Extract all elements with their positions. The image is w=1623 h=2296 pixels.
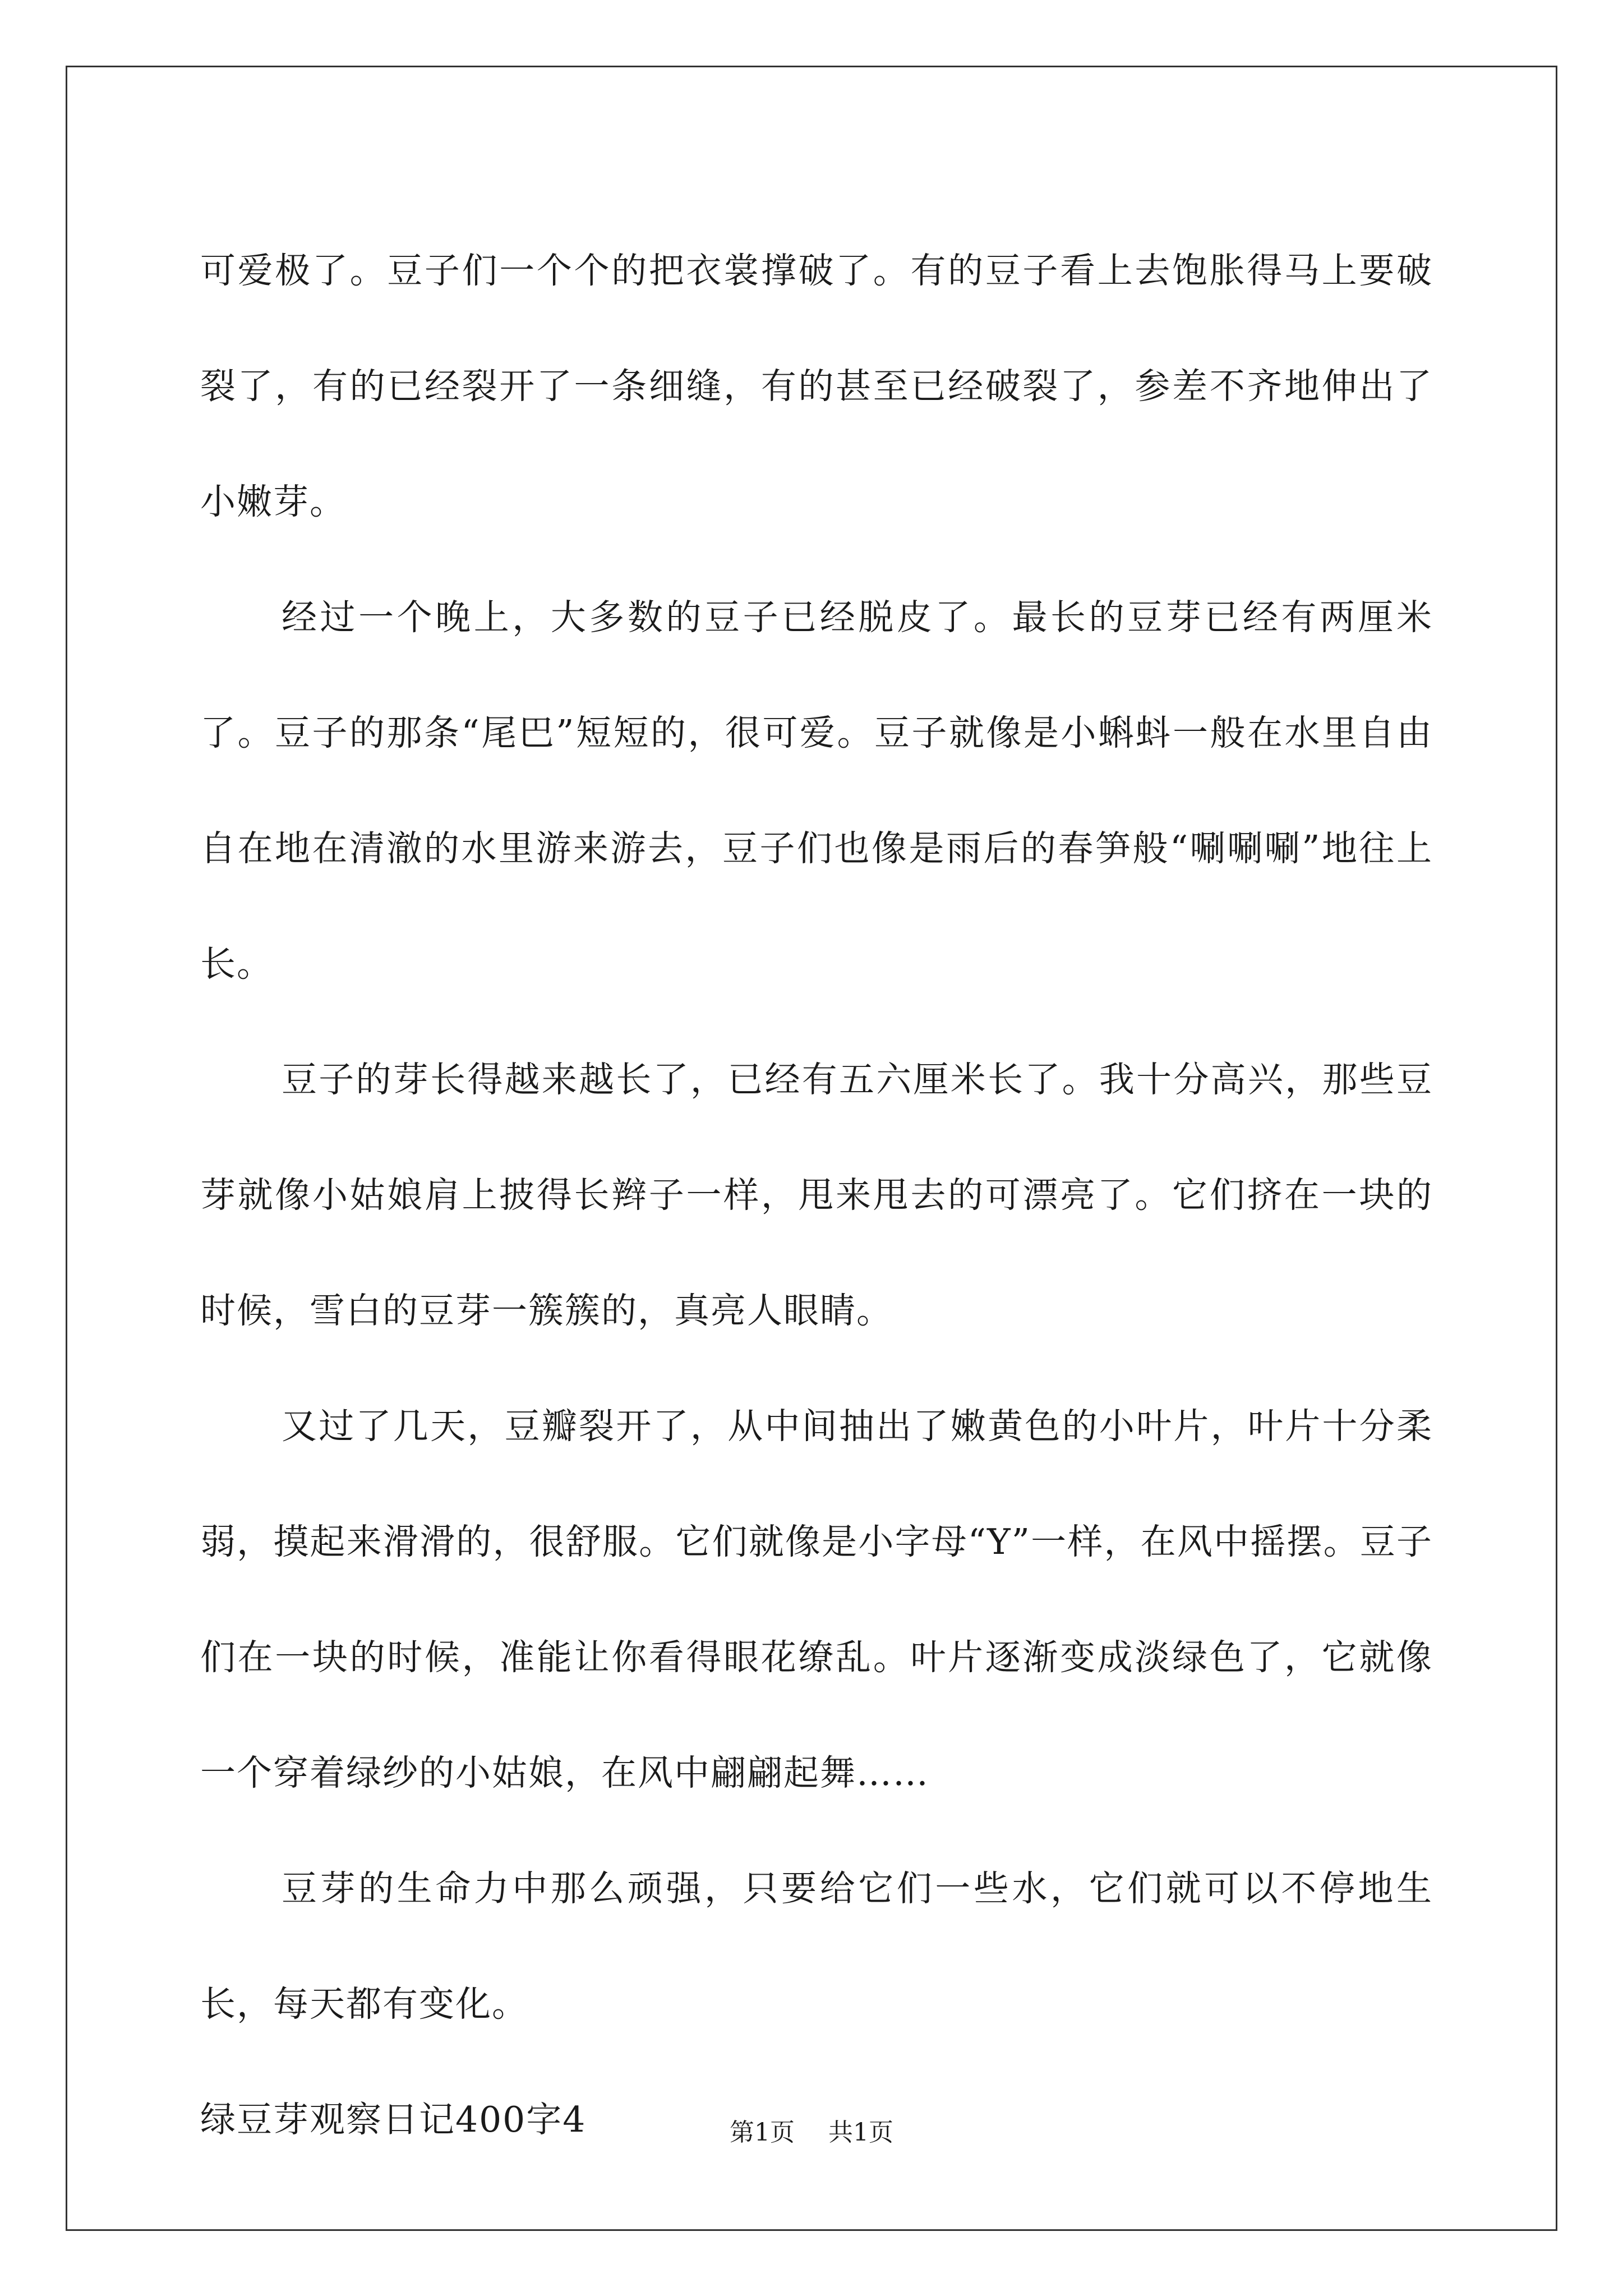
page-number-current: 第1页	[730, 2118, 795, 2147]
paragraph-4: 又过了几天，豆瓣裂开了，从中间抽出了嫩黄色的小叶片，叶片十分柔弱，摸起来滑滑的，很舒服。它们就像是小字母“Y”一样，在风中摇摆。豆子们在一块的时候，准能让你看得眼花缭乱。叶片逐渐变成淡绿色了，它就像一个穿着绿纱的小姑娘，在风中翩翩起舞……	[200, 1406, 1433, 1793]
paragraph-1: 可爱极了。豆子们一个个的把衣裳撑破了。有的豆子看上去饱胀得马上要破裂了，有的已经裂开了一条细缝，有的甚至已经破裂了，参差不齐地伸出了小嫩芽。	[200, 250, 1433, 522]
page-number-total: 共1页	[828, 2118, 893, 2147]
paragraph-3: 豆子的芽长得越来越长了，已经有五六厘米长了。我十分高兴，那些豆芽就像小姑娘肩上披得长辫子一样，甩来甩去的可漂亮了。它们挤在一块的时候，雪白的豆芽一簇簇的，真亮人眼睛。	[200, 1059, 1433, 1331]
paragraph-2: 经过一个晚上，大多数的豆子已经脱皮了。最长的豆芽已经有两厘米了。豆子的那条“尾巴”短短的，很可爱。豆子就像是小蝌蚪一般在水里自由自在地在清澈的水里游来游去，豆子们也像是雨后的春笋般“唰唰唰”地往上长。	[200, 597, 1433, 984]
document-body	[200, 213, 1433, 2178]
page-footer	[0, 2116, 1623, 2150]
paragraph-5: 豆芽的生命力中那么顽强，只要给它们一些水，它们就可以不停地生长，每天都有变化。	[200, 1868, 1433, 2024]
section-heading: 绿豆芽观察日记400字4	[200, 2099, 587, 2140]
